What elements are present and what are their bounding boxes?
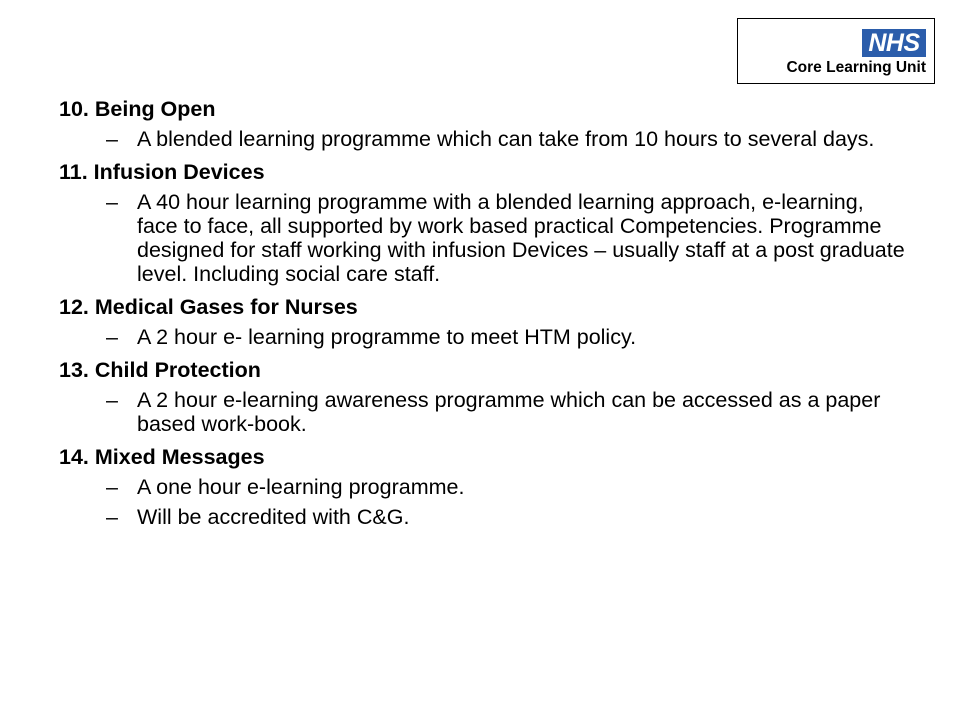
bullet-item xyxy=(59,388,909,436)
dash-bullet-icon: – xyxy=(106,127,118,151)
dash-bullet-icon: – xyxy=(106,325,118,349)
dash-bullet-icon: – xyxy=(106,475,118,499)
nhs-badge: NHS xyxy=(862,29,926,57)
bullet-list xyxy=(59,190,909,286)
item-title: 10. Being Open xyxy=(59,97,216,121)
dash-bullet-icon: – xyxy=(106,505,118,529)
item-infusion-devices xyxy=(59,158,909,286)
bullet-item xyxy=(59,127,909,151)
slide-content xyxy=(59,95,909,536)
item-title: 12. Medical Gases for Nurses xyxy=(59,295,358,319)
bullet-text: Will be accredited with C&G. xyxy=(137,505,410,529)
bullet-text: A one hour e-learning programme. xyxy=(137,475,465,499)
dash-bullet-icon: – xyxy=(106,388,118,412)
bullet-item xyxy=(59,505,909,529)
bullet-text: A blended learning programme which can take from 10 hours to several days. xyxy=(137,127,875,151)
item-mixed-messages xyxy=(59,443,909,529)
bullet-item xyxy=(59,190,909,286)
item-being-open xyxy=(59,95,909,151)
item-title: 14. Mixed Messages xyxy=(59,445,265,469)
bullet-list xyxy=(59,475,909,529)
item-title: 13. Child Protection xyxy=(59,358,261,382)
bullet-text: A 40 hour learning programme with a blended learning approach, e-learning, face to face, all supported by work based practical Competencies. Programme designed for staff working with infusion Devices – usually staff at a post graduate level. Including social care staff. xyxy=(137,190,905,286)
bullet-item xyxy=(59,325,909,349)
dash-bullet-icon: – xyxy=(106,190,118,214)
logo-subtitle: Core Learning Unit xyxy=(786,59,926,76)
item-title: 11. Infusion Devices xyxy=(59,160,265,184)
bullet-text: A 2 hour e-learning awareness programme which can be accessed as a paper based work-book. xyxy=(137,388,881,436)
bullet-item xyxy=(59,475,909,499)
item-child-protection xyxy=(59,356,909,436)
item-medical-gases xyxy=(59,293,909,349)
bullet-text: A 2 hour e- learning programme to meet HTM policy. xyxy=(137,325,637,349)
nhs-logo xyxy=(737,18,935,84)
bullet-list xyxy=(59,127,909,151)
bullet-list xyxy=(59,388,909,436)
bullet-list xyxy=(59,325,909,349)
